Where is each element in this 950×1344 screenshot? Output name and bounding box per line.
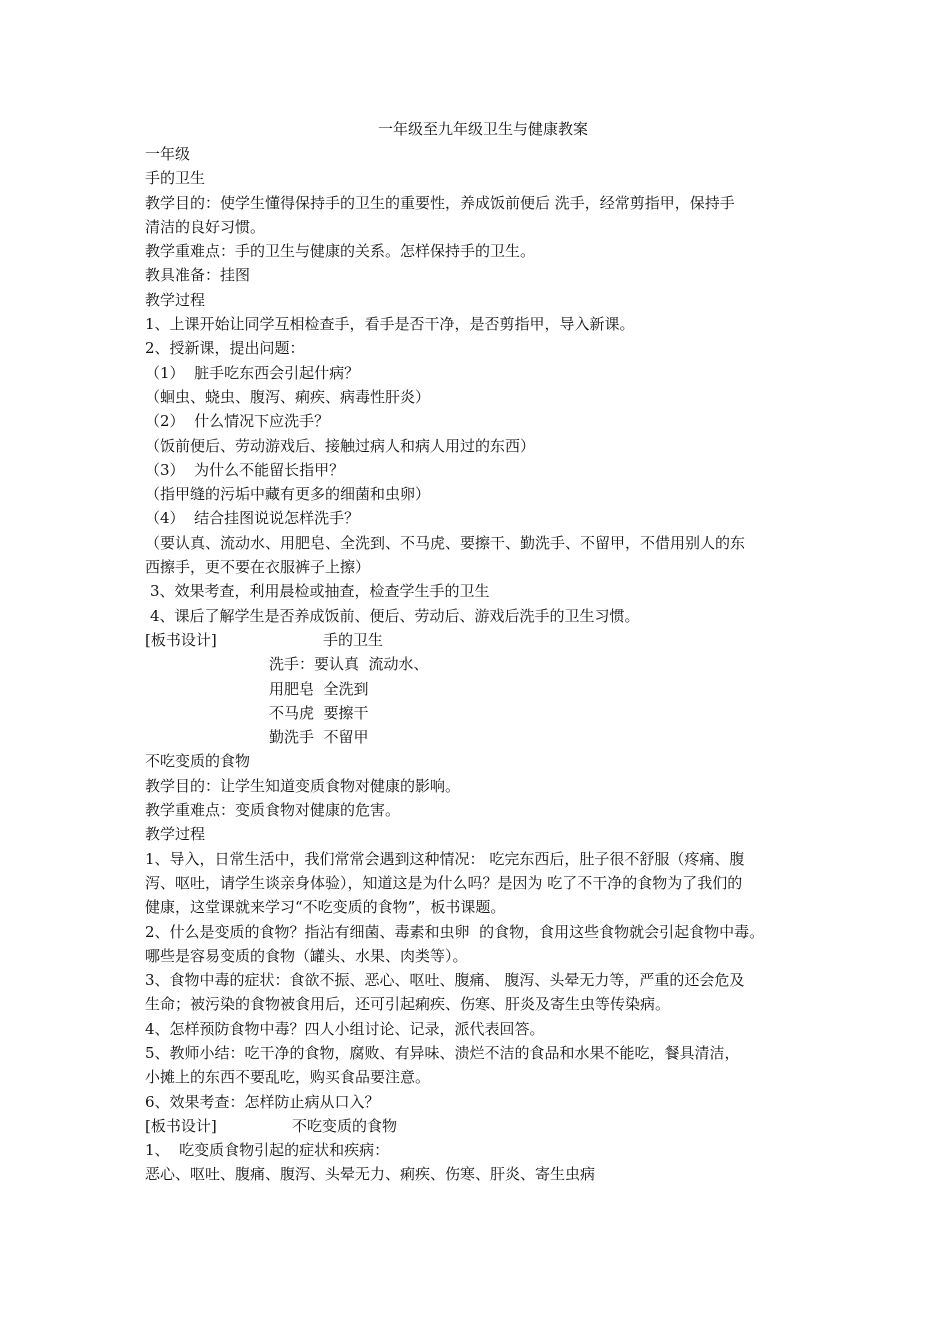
- lesson1-difficulty: 教学重难点：手的卫生与健康的关系。怎样保持手的卫生。: [145, 242, 536, 261]
- lesson2-heading: 不吃变质的食物: [145, 752, 251, 771]
- lesson1-heading: 手的卫生: [145, 169, 206, 188]
- lesson1-answer-4: （要认真、流动水、用肥皂、全洗到、不马虎、要擦干、勤洗手、不留甲，不借用别人的东: [145, 533, 746, 552]
- lesson1-question-1: （1） 脏手吃东西会引起什病？: [145, 363, 360, 382]
- lesson2-step-1b: 泻、呕吐，请学生谈亲身体验），知道这是为什么吗？是因为 吃了不干净的食物为了我们的: [145, 873, 743, 892]
- lesson1-question-3: （3） 为什么不能留长指甲？: [145, 460, 345, 479]
- lesson1-answer-2: （饭前便后、劳动游戏后、接触过病人和病人用过的东西）: [145, 436, 536, 455]
- lesson2-step-3a: 3、食物中毒的症状：食欲不振、恶心、呕吐、腹痛、 腹泻、头晕无力等，严重的还会危及: [145, 971, 745, 990]
- lesson1-board-label: [板书设计]: [145, 630, 217, 649]
- lesson1-answer-1: （蛔虫、蛲虫、腹泻、痢疾、病毒性肝炎）: [145, 387, 431, 406]
- lesson2-board-item-1: 1、 吃变质食物引起的症状和疾病：: [145, 1141, 390, 1160]
- lesson2-process-heading: 教学过程: [145, 825, 206, 844]
- lesson1-board-header: [145, 628, 815, 652]
- grade-heading: 一年级: [145, 145, 191, 163]
- lesson2-difficulty: 教学重难点：变质食物对健康的危害。: [145, 801, 401, 820]
- lesson2-step-3b: 生命；被污染的食物被食用后，还可引起痢疾、伤寒、肝炎及寄生虫等传染病。: [145, 995, 671, 1014]
- lesson1-step-2: 2、授新课，提出问题：: [145, 339, 305, 358]
- lesson1-board-title: 手的卫生: [323, 630, 384, 649]
- lesson1-board-line-2: 用肥皂 全洗到: [269, 679, 369, 698]
- lesson2-step-2a: 2、什么是变质的食物？指沾有细菌、毒素和虫卵 的食物，食用这些食物就会引起食物中毒。: [145, 922, 765, 941]
- lesson2-step-6: 6、效果考查：怎样防止病从口入？: [145, 1092, 380, 1111]
- lesson1-answer-4-cont: 西擦手，更不要在衣服裤子上擦）: [145, 558, 371, 577]
- lesson1-step-1: 1、上课开始让同学互相检查手，看手是否干净，是否剪指甲，导入新课。: [145, 315, 635, 334]
- lesson1-answer-3: （指甲缝的污垢中藏有更多的细菌和虫卵）: [145, 485, 431, 504]
- lesson1-step-3: 3、效果考查，利用晨检或抽查，检查学生手的卫生: [150, 582, 490, 601]
- lesson1-process-heading: 教学过程: [145, 290, 206, 309]
- lesson2-step-2b: 哪些是容易变质的食物（罐头、水果、肉类等）。: [145, 946, 468, 965]
- lesson2-step-5b: 小摊上的东西不要乱吃，购买食品要注意。: [145, 1068, 431, 1087]
- lesson1-tools: 教具准备：挂图: [145, 266, 251, 285]
- lesson2-step-1a: 1、导入，日常生活中，我们常常会遇到这种情况： 吃完东西后，肚子很不舒服（疼痛、腹: [145, 849, 745, 868]
- lesson1-goal-cont: 清洁的良好习惯。: [145, 217, 266, 236]
- lesson2-board-header: [145, 1114, 815, 1138]
- lesson2-step-5a: 5、教师小结：吃干净的食物，腐败、有异味、溃烂不洁的食品和水果不能吃，餐具清洁，: [145, 1043, 740, 1062]
- lesson1-step-4: 4、课后了解学生是否养成饭前、便后、劳动后、游戏后洗手的卫生习惯。: [150, 606, 640, 625]
- lesson2-board-label: [板书设计]: [145, 1116, 217, 1135]
- lesson2-board-title: 不吃变质的食物: [292, 1116, 398, 1135]
- lesson1-goal: 教学目的：使学生懂得保持手的卫生的重要性，养成饭前便后 洗手，经常剪指甲，保持手: [145, 193, 735, 212]
- lesson1-question-4: （4） 结合挂图说说怎样洗手？: [145, 509, 360, 528]
- lesson1-question-2: （2） 什么情况下应洗手？: [145, 412, 330, 431]
- lesson1-board-line-4: 勤洗手 不留甲: [269, 728, 369, 747]
- document-title: 一年级至九年级卫生与健康教案: [377, 120, 588, 138]
- lesson2-board-item-2: 恶心、呕吐、腹痛、腹泻、头晕无力、痢疾、伤寒、肝炎、寄生虫病: [145, 1165, 596, 1184]
- document-page: [145, 118, 815, 1187]
- lesson2-step-4: 4、怎样预防食物中毒？四人小组讨论、记录，派代表回答。: [145, 1019, 545, 1038]
- lesson1-board-line-1: 洗手：要认真 流动水、: [269, 655, 429, 674]
- lesson1-board-line-3: 不马虎 要擦干: [269, 703, 369, 722]
- lesson2-step-1c: 健康，这堂课就来学习“不吃变质的食物”，板书课题。: [145, 898, 506, 917]
- lesson2-goal: 教学目的：让学生知道变质食物对健康的影响。: [145, 776, 461, 795]
